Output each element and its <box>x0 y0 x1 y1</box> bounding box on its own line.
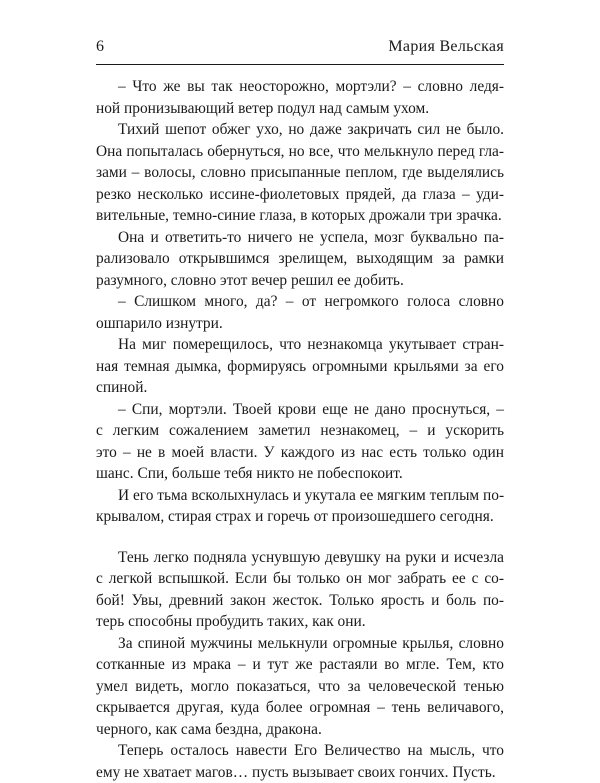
text-line: На миг померещилось, что незнакомца укутывает стран- <box>96 334 504 356</box>
text-line: рализовало открывшимся зрелищем, выходящим за рамки <box>96 248 504 270</box>
paragraph <box>96 119 504 227</box>
text-line: скрывается другая, куда более огромная – тень величавого, <box>96 697 504 719</box>
text-line: – Спи, мортэли. Твоей крови еще не дано проснуться, – <box>96 399 504 421</box>
paragraph <box>96 76 504 119</box>
text-line: – Слишком много, да? – от негромкого голоса словно <box>96 291 504 313</box>
text-line: Теперь осталось навести Его Величество на мысль, что <box>96 740 504 762</box>
section-break <box>96 528 504 547</box>
text-line: Тихий шепот обжег ухо, но даже закричать сил не было. <box>96 119 504 141</box>
text-line: с легкой вспышкой. Если бы только он мог забрать ее с со- <box>96 568 504 590</box>
text-line: ему не хватает магов… пусть вызывает своих гончих. Пусть. <box>96 762 504 783</box>
text-line: черного, как сама бездна, дракона. <box>96 719 504 741</box>
text-line: За спиной мужчины мелькнули огромные крылья, словно <box>96 633 504 655</box>
paragraph <box>96 485 504 528</box>
text-line: зами – волосы, словно присыпанные пеплом, где выделялись <box>96 162 504 184</box>
page-number: 6 <box>96 38 104 56</box>
text-line: ной пронизывающий ветер подул над самым ухом. <box>96 98 504 120</box>
text-line: И его тьма всколыхнулась и укутала ее мягким теплым по- <box>96 485 504 507</box>
text-line: ошпарило изнутри. <box>96 313 504 335</box>
body-text <box>96 76 504 783</box>
text-line: сотканные из мрака – и тут же растаяли во мгле. Тем, кто <box>96 654 504 676</box>
text-line: спиной. <box>96 377 504 399</box>
header-rule <box>96 64 504 65</box>
text-line: это – не в моей власти. У каждого из нас есть только один <box>96 442 504 464</box>
text-line: умел видеть, могло показаться, что за человеческой тенью <box>96 676 504 698</box>
paragraph <box>96 740 504 783</box>
text-line: ная темная дымка, формируясь огромными крыльями за его <box>96 356 504 378</box>
paragraph <box>96 547 504 633</box>
text-line: вительные, темно-синие глаза, в которых дрожали три зрачка. <box>96 205 504 227</box>
text-line: бой! Увы, древний закон жесток. Только ярость и боль по- <box>96 590 504 612</box>
running-head-author: Мария Вельская <box>388 38 504 56</box>
paragraph <box>96 399 504 485</box>
text-line: крывалом, стирая страх и горечь от произошедшего сегодня. <box>96 506 504 528</box>
text-line: разумного, словно этот вечер решил ее добить. <box>96 270 504 292</box>
text-line: – Что же вы так неосторожно, мортэли? – словно ледя- <box>96 76 504 98</box>
text-line: резко несколько иссине-фиолетовых прядей, да глаза – уди- <box>96 184 504 206</box>
text-line: с легким сожалением заметил незнакомец, – и ускорить <box>96 420 504 442</box>
page-header <box>96 38 504 60</box>
paragraph <box>96 291 504 334</box>
paragraph <box>96 227 504 292</box>
text-line: Она и ответить-то ничего не успела, мозг буквально па- <box>96 227 504 249</box>
text-line: терь способны пробудить таких, как они. <box>96 611 504 633</box>
text-line: Тень легко подняла уснувшую девушку на руки и исчезла <box>96 547 504 569</box>
paragraph <box>96 633 504 741</box>
paragraph <box>96 334 504 399</box>
text-line: шанс. Спи, больше тебя никто не побеспокоит. <box>96 463 504 485</box>
text-line: Она попыталась обернуться, но все, что мелькнуло перед гла- <box>96 141 504 163</box>
